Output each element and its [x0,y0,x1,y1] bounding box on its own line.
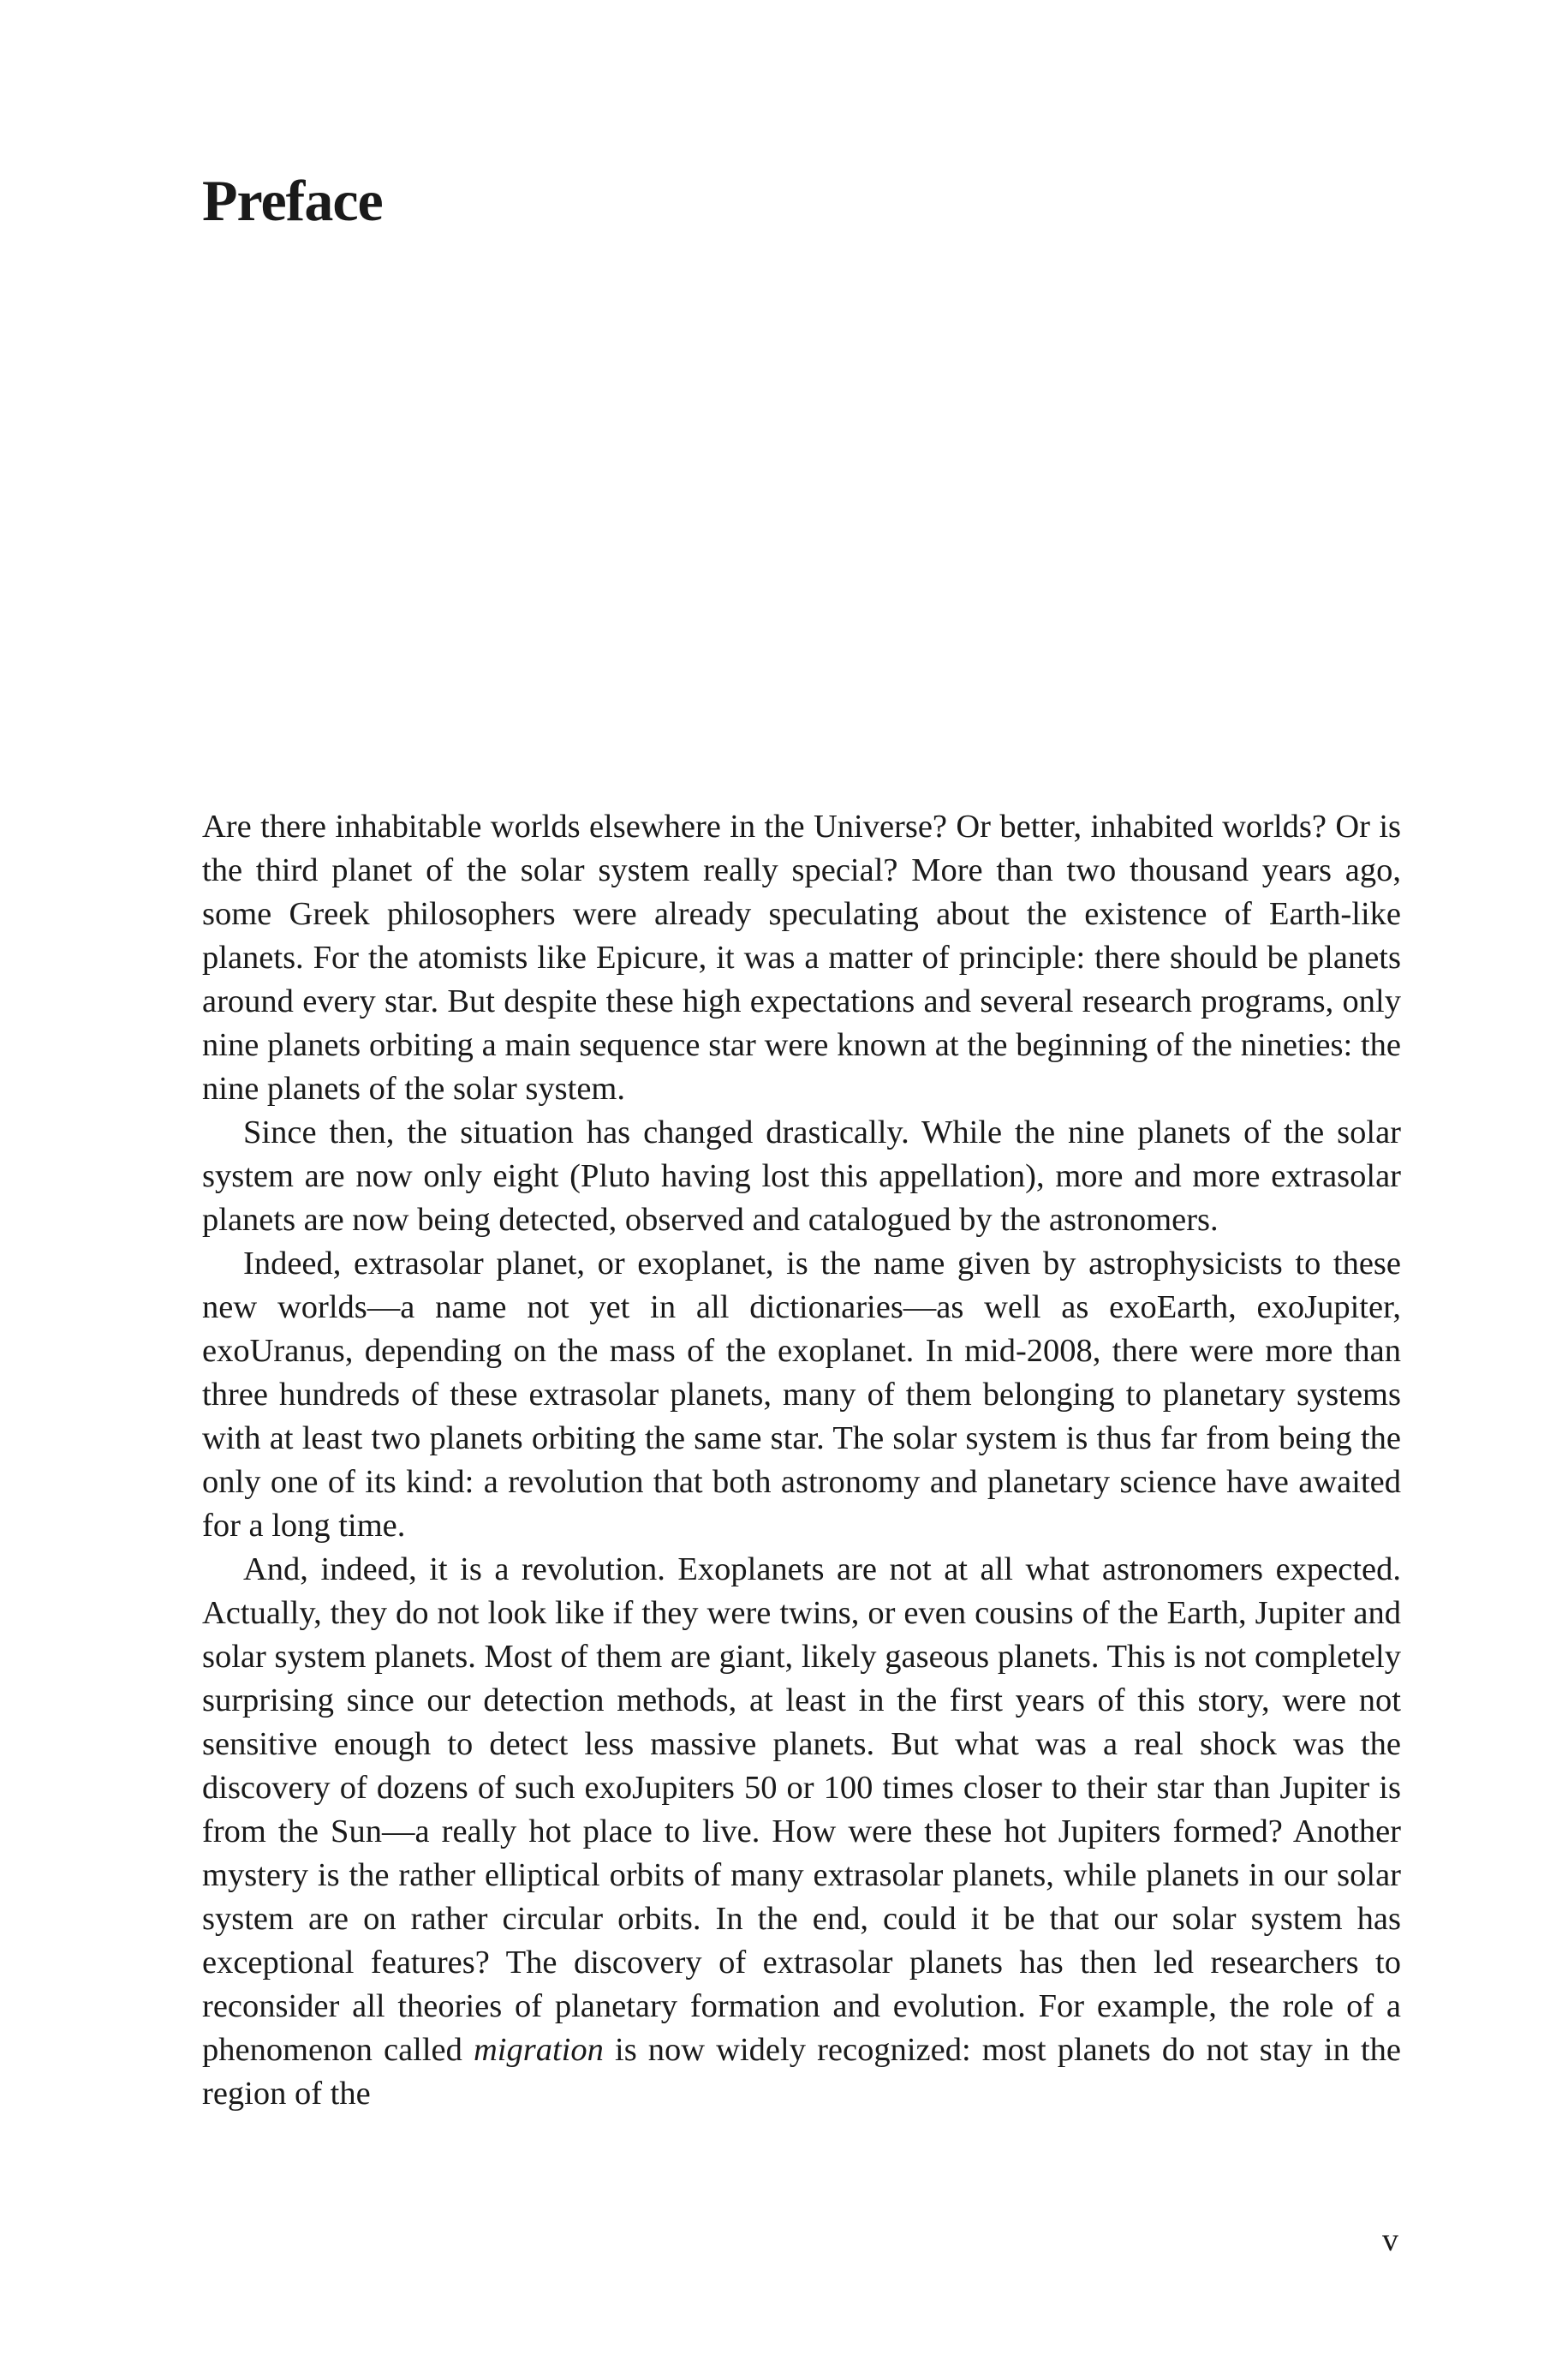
paragraph-4-text-end: is now widely recognized: most planets do not stay in the region of the [202,2032,1401,2112]
paragraph-4 [202,1548,1401,2116]
paragraph-3: Indeed, extrasolar planet, or exoplanet, is the name given by astrophysicists to these new worlds—a name not yet in all dictionaries—as well as exoEarth, exoJupiter, exoUranus, depending on the mass of the exoplanet. In mid-2008, there were more than three hundreds of these extrasolar planets, many of them belonging to planetary systems with at least two planets orbiting the same star. The solar system is thus far from being the only one of its kind: a revolution that both astronomy and planetary science have awaited for a long time. [202,1246,1401,1544]
paragraph-2: Since then, the situation has changed drastically. While the nine planets of the solar system are now only eight (Pluto having lost this appellation), more and more extrasolar planets are now being detected, observed and catalogued by the astronomers. [202,1114,1401,1238]
emphasized-term: migration [474,2032,604,2068]
paragraph-4-text-start: And, indeed, it is a revolution. Exoplanets are not at all what astronomers expected. Actually, they do not look like if they were twins, or even cousins of the Earth, Jupiter and solar system planets. Most of them are giant, likely gaseous planets. This is not completely surprising since our detection methods, at least in the first years of this story, were not sensitive enough to detect less massive planets. But what was a real shock was the discovery of dozens of such exoJupiters 50 or 100 times closer to their star than Jupiter is from the Sun—a really hot place to live. How were these hot Jupiters formed? Another mystery is the rather elliptical orbits of many extrasolar planets, while planets in our solar system are on rather circular orbits. In the end, could it be that our solar system has exceptional features? The discovery of extrasolar planets has then led researchers to reconsider all theories of planetary formation and evolution. For example, the role of a phenomenon called [202,1551,1401,2068]
paragraph-1: Are there inhabitable worlds elsewhere in the Universe? Or better, inhabited worlds? Or is the third planet of the solar system really special? More than two thousand years ago, some Greek philosophers were already speculating about the existence of Earth-like planets. For the atomists like Epicure, it was a matter of principle: there should be planets around every star. But despite these high expectations and several research programs, only nine planets orbiting a main sequence star were known at the beginning of the nineties: the nine planets of the solar system. [202,809,1401,1107]
chapter-title: Preface [202,168,383,233]
page-number: v [1382,2222,1398,2258]
body-text [202,805,1401,2116]
